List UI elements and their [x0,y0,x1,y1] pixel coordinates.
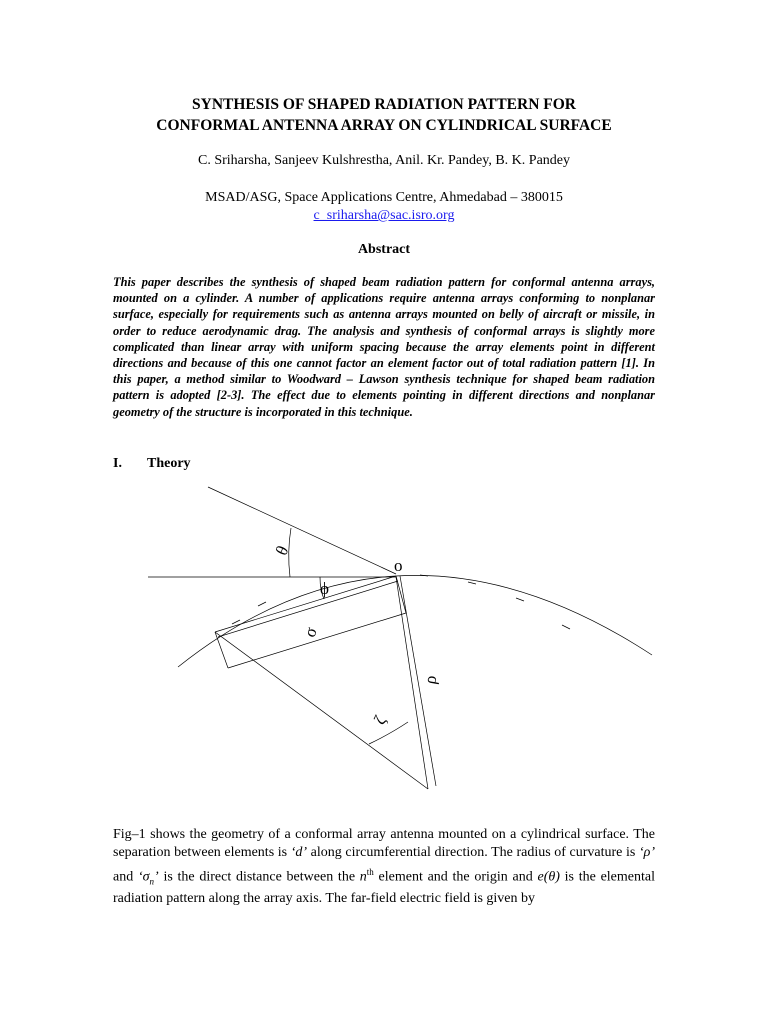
element-mark [232,620,240,624]
element-mark [258,602,266,606]
element-mark [562,625,570,629]
section-number: I. [113,456,122,471]
geometry-figure [0,470,768,810]
email-link[interactable]: c_sriharsha@sac.isro.org [313,208,455,223]
element-mark [516,598,524,601]
element-mark [420,575,428,576]
theta-label: θ [271,542,293,559]
zeta-arc [369,722,408,744]
authors: C. Sriharsha, Sanjeev Kulshrestha, Anil. Kr. Pandey, B. K. Pandey [198,153,570,168]
title-line-1: SYNTHESIS OF SHAPED RADIATION PATTERN FOR [192,96,576,113]
affiliation: MSAD/ASG, Space Applications Centre, Ahmedabad – 380015 [205,190,563,205]
section-title: Theory [147,456,191,471]
chord-sigma [215,576,396,632]
phi-label: ϕ [320,579,329,598]
zeta-label: ζ [369,712,390,728]
origin-label: o [394,556,403,575]
abstract-text: This paper describes the synthesis of shaped beam radiation pattern for conformal antenna arrays, mounted on a cylinder. A number of applications require antenna arrays conforming to nonplanar surface, especially for requirements such as antenna arrays mounted on belly of aircraft or missile, in order to reduce aerodynamic drag. The analysis and synthesis of conformal arrays is slightly more complicated than linear array with uniform spacing because the array elements point in different directions and because of this one cannot factor an element factor out of total radiation pattern [1]. In this paper, a method similar to Woodward – Lawson synthesis technique for shaped beam radiation pattern is adopted [2-3]. The effect due to elements pointing in different directions and nonplanar geometry of the structure is incorporated in this technique. [113,275,655,419]
body-paragraph: Fig–1 shows the geometry of a conformal array antenna mounted on a cylindrical surface. The separation between elements is ‘d’ along circumferential direction. The radius of curvature is ‘ρ’ and ‘$\sigma_n$’ is the direct distance between the $n^{th}$ element and the origin and e(θ) is the elemental radiation pattern along the array axis. The far-field electric field is given by [113,827,655,907]
paper-title [0,94,768,136]
element-mark [468,582,476,584]
rho-label: ρ [420,673,441,686]
radius-line-3 [215,632,428,789]
sigma-label: σ [299,624,321,640]
affiliation-block [0,189,768,225]
title-line-2: CONFORMAL ANTENNA ARRAY ON CYLINDRICAL SURFACE [156,117,612,134]
sigma-dimension [228,613,406,668]
sigma-tick-left [215,632,228,668]
theta-ray [208,487,396,574]
abstract-heading: Abstract [357,242,411,257]
